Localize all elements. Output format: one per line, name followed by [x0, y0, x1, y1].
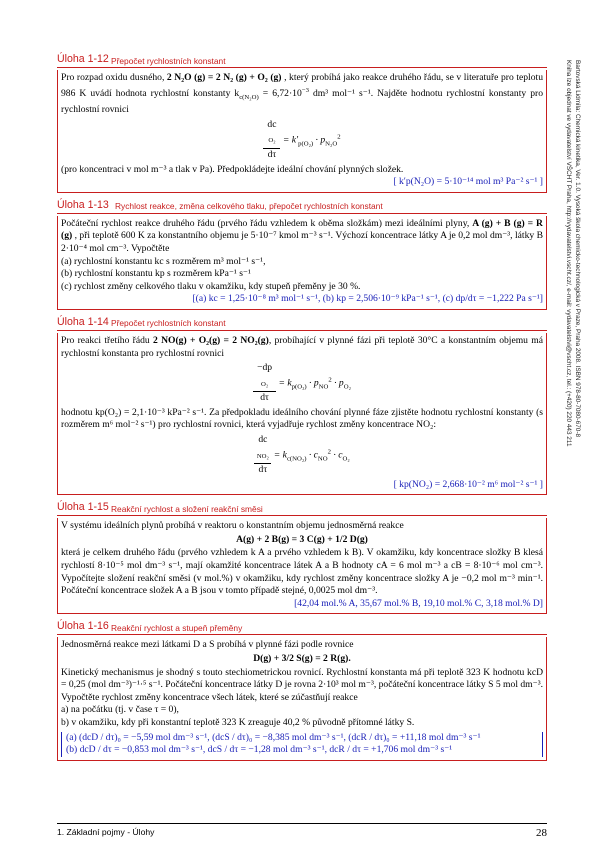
exercise-header: [57, 620, 547, 635]
side-copyright-line2: Kniha lze objednat ve vydavatelství VŠCHT Praha, http://vydavatelstvi.vscht.cz/, e-mail: vydavatelstvi@vscht.cz, tel.: (+420) 220 443 211: [565, 60, 573, 447]
reaction-equation: A(g) + 2 B(g) = 3 C(g) + 1/2 D(g): [236, 533, 368, 545]
exercise-title: Přepočet rychlostních konstant: [111, 55, 226, 66]
exercise-number: Úloha 1-14: [57, 315, 109, 328]
rate-equation: −dp $_{O_2}$ dτ = $k_{p(O_2)} \cdot p_{NO}^2 \cdot p_{O_2}$: [61, 362, 543, 405]
exercise-text-2: která je celkem druhého řádu (prvého vzhledem k A a prvého vzhledem k B). V okamžiku, kdy koncentrace složky B klesá rychlostí 8·10⁻⁵ mol dm⁻³ s⁻¹, mají okamžité koncentrace látek A a B hodnoty cA = 6 mol m⁻³ a cB = 8·10⁻⁶ mol cm⁻³. Vypočítejte složení reakční směsi (v mol.%) v okamžiku, kdy rychlost změny koncentrace složky A je −0,2 mol m⁻³ min⁻¹. Počáteční koncentrace složek A a B jsou v tomto případě stejné, 0,0025 mol dm⁻³.: [61, 547, 543, 597]
answer: [42,04 mol.% A, 35,67 mol.% B, 19,10 mol.% C, 3,18 mol.% D]: [294, 597, 543, 609]
exercise-text: Pro rozpad oxidu dusného, 2 N₂O (g) = 2 N₂ (g) + O₂ (g) , který probíhá jako reakce druhého řádu, se v literatuře pro teplotu 986 K uvádí hodnota rychlostní konstanty $k_{c(N_2O)} = 6,72\cdot 10^{-3}$ dm³ mol⁻¹ s⁻¹. Najděte hodnotu rychlostní konstanty pro rychlostní rovnici: [61, 72, 543, 116]
rate-equation-2: dc $_{NO_2}$ dτ = $k_{c(NO_2)} \cdot c_{NO}^2 \cdot c_{O_2}$: [61, 434, 543, 477]
page-content: [57, 53, 547, 767]
exercise-body: [57, 518, 547, 614]
exercise-body: [57, 637, 547, 760]
reaction-equation: D(g) + 3/2 S(g) = 2 R(g).: [253, 653, 351, 664]
task-b: b) v okamžiku, kdy při konstantní teplotě 323 K zreaguje 40,2 % původně přítomné látky S.: [61, 716, 415, 728]
rate-equation: dc $_{O_2}$ dτ = $k'_{p(O_2)} \cdot p_{N_2O}^2$: [61, 119, 543, 162]
task-a: a) na počátku (tj. v čase τ = 0),: [61, 704, 179, 716]
side-copyright: [563, 60, 593, 660]
exercise-1-12: [57, 53, 547, 193]
exercise-header: [57, 53, 547, 68]
exercise-body: [57, 70, 547, 193]
answer: [61, 732, 543, 757]
task-c: (c) rychlost změny celkového tlaku v okamžiku, kdy stupeň přeměny je 30 %.: [61, 280, 361, 292]
answer: [(a) kc = 1,25·10⁻⁸ m³ mol⁻¹ s⁻¹, (b) kp = 2,506·10⁻⁹ kPa⁻¹ s⁻¹, (c) dp/dτ = −1,222 Pa s⁻¹]: [192, 293, 543, 305]
exercise-text-2: (pro koncentraci v mol m⁻³ a tlak v Pa). Předpokládejte ideální chování plynných složek.: [61, 163, 404, 175]
page-number: 28: [536, 827, 547, 839]
exercise-body: [57, 333, 547, 495]
task-b: (b) rychlostní konstantu kp s rozměrem kPa⁻¹ s⁻¹: [61, 268, 251, 280]
exercise-1-13: [57, 199, 547, 310]
exercise-1-14: [57, 316, 547, 495]
answer-b: (b) dcD / dτ = −0,853 mol dm⁻³ s⁻¹, dcS / dτ = −1,28 mol dm⁻³ s⁻¹, dcR / dτ = +1,706 mol dm⁻³ s⁻¹: [66, 744, 453, 756]
exercise-number: Úloha 1-12: [57, 53, 109, 65]
exercise-title: Přepočet rychlostních konstant: [111, 318, 226, 329]
footer-chapter: 1. Základní pojmy - Úlohy: [57, 827, 155, 837]
exercise-title: Reakční rychlost a stupeň přeměny: [111, 622, 243, 633]
side-copyright-text: [564, 60, 581, 447]
exercise-1-15: [57, 501, 547, 614]
page-footer: [57, 823, 547, 838]
exercise-title: Reakční rychlost a složení reakční směsi: [111, 503, 263, 514]
exercise-text: Počáteční rychlost reakce druhého řádu (prvého řádu vzhledem k oběma složkám) mezi ideálními plyny, A (g) + B (g) = R (g) , při teplotě 600 K za konstantního objemu je 5·10⁻⁷ kmol m⁻³ s⁻¹. Výchozí koncentrace látky A je 0,2 mol dm⁻³, látky B 2·10⁻⁴ mol cm⁻³. Vypočtěte: [61, 217, 543, 254]
exercise-text: Pro reakci třetího řádu 2 NO(g) + O₂(g) = 2 NO₂(g), probíhající v plynné fázi při teplotě 30°C a konstantním objemu má rychlostní konstanta pro rychlostní rovnici: [61, 334, 543, 359]
task-a: (a) rychlostní konstantu kc s rozměrem m³ mol⁻¹ s⁻¹,: [61, 255, 266, 267]
exercise-text-2: Kinetický mechanismus je shodný s touto stechiometrickou rovnicí. Rychlostní konstanta má při teplotě 323 K hodnotu kcD = 0,25 (mol dm⁻³)⁻¹·⁵ s⁻¹. Počáteční koncentrace látky D je rovna 2·10³ mol m⁻³, počáteční koncentrace látky S 5 mol dm⁻³. Vypočtěte rychlost změny koncentrace všech látek, které se zúčastňují reakce: [61, 666, 543, 703]
answer: [ k′p(N₂O) = 5·10⁻¹⁴ mol m³ Pa⁻² s⁻¹ ]: [393, 176, 543, 188]
exercise-text-2: hodnotu kp(O₂) = 2,1·10⁻³ kPa⁻² s⁻¹. Za předpokladu ideálního chování plynné fáze zjistěte hodnotu rychlostní konstanty (s rozměrem m⁶ mol⁻² s⁻¹) pro rychlostní rovnici, která vyjadřuje rychlost změny koncentrace NO₂:: [61, 406, 543, 431]
exercise-number: Úloha 1-13: [57, 198, 109, 211]
exercise-number: Úloha 1-16: [57, 620, 109, 633]
exercise-header: [57, 501, 547, 516]
exercise-text: V systému ideálních plynů probíhá v reaktoru o konstantním objemu jednosměrná reakce: [61, 520, 404, 532]
exercise-text: Jednosměrná reakce mezi látkami D a S probíhá v plynné fázi podle rovnice: [61, 639, 354, 651]
exercise-body: [57, 216, 547, 310]
exercise-header: [57, 316, 547, 331]
answer: [ kp(NO₂) = 2,668·10⁻² m⁶ mol⁻² s⁻¹ ]: [393, 478, 543, 490]
exercise-title: Rychlost reakce, změna celkového tlaku, přepočet rychlostních konstant: [115, 201, 383, 212]
answer-a: (a) (dcD / dτ)₀ = −5,59 mol dm⁻³ s⁻¹, (dcS / dτ)₀ = −8,385 mol dm⁻³ s⁻¹, (dcR / dτ)₀ = +11,18 mol dm⁻³ s⁻¹: [66, 731, 481, 743]
exercise-number: Úloha 1-15: [57, 501, 109, 514]
side-copyright-line1: Bartovská Lidmila: Chemická kinetika, Ver. 1.0. Vysoká škola chemicko-technologická v Praze, Praha 2008. ISBN 978-80-7080-670-8: [574, 60, 581, 438]
exercise-header: [57, 199, 547, 214]
exercise-1-16: [57, 620, 547, 760]
